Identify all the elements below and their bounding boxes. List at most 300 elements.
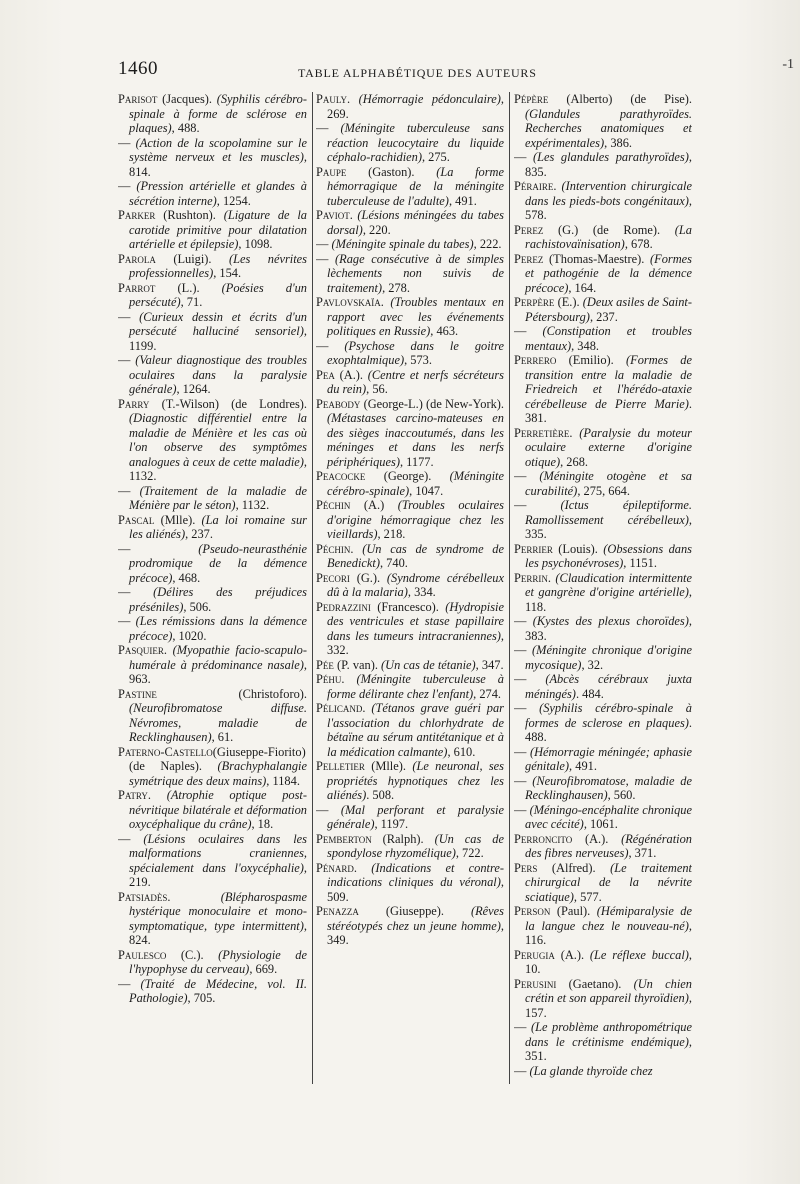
author-detail <box>130 832 143 846</box>
page-reference: , 1132. <box>235 498 270 512</box>
author-name: — <box>514 773 527 788</box>
author-detail <box>130 977 140 991</box>
work-title: (La glande thyroïde chez <box>529 1063 653 1078</box>
author-detail <box>328 339 344 353</box>
author-detail: . <box>569 425 580 440</box>
index-entry <box>514 672 692 701</box>
author-name: — <box>514 643 527 657</box>
work-title: (Méningite tuberculeuse sans réaction leucocytaire du liquide céphalo-rachidien) <box>327 121 504 164</box>
index-entry <box>514 1020 692 1064</box>
index-entry <box>514 150 692 179</box>
author-name: — <box>316 338 329 353</box>
page-reference: , 824. <box>129 918 307 947</box>
author-detail <box>130 484 139 498</box>
page-reference: , 506. <box>183 599 212 614</box>
author-detail <box>526 672 545 686</box>
author-name: Parrot <box>118 280 156 295</box>
work-title: (Les névrites professionnelles) <box>129 251 307 280</box>
author-detail: (A.). <box>572 831 622 846</box>
work-title: (Ictus épileptiforme. Ramollissement cérébelleux) <box>525 498 692 527</box>
page-reference: , 348. <box>571 338 599 353</box>
author-detail <box>526 324 542 338</box>
index-entry <box>316 658 504 673</box>
index-entry <box>118 687 307 745</box>
index-entry <box>514 832 692 861</box>
work-title: (Abcès cérébraux juxta méningés) <box>525 672 692 701</box>
index-entry <box>118 310 307 354</box>
author-name: Pedrazzini <box>316 599 371 614</box>
page-reference: , 218. <box>377 527 406 541</box>
running-title: TABLE ALPHABÉTIQUE DES AUTEURS <box>298 66 537 80</box>
index-column-1 <box>118 92 307 1092</box>
page-reference: , 237. <box>589 309 618 324</box>
author-detail: (Francesco). <box>370 599 446 614</box>
index-entry <box>316 759 504 803</box>
author-detail: . <box>349 208 358 222</box>
page-reference: , 275, 664. <box>577 483 630 498</box>
page-reference: , 963. <box>129 657 307 686</box>
author-name: — <box>118 483 131 498</box>
author-detail: (G.). <box>349 570 387 585</box>
page-number: 1460 <box>118 58 158 79</box>
index-entry <box>118 614 307 643</box>
index-entry <box>316 600 504 658</box>
index-entry <box>514 643 692 672</box>
author-detail <box>130 585 153 599</box>
author-name: — <box>514 150 527 164</box>
index-entry <box>514 701 692 745</box>
author-detail: . <box>353 860 372 875</box>
author-name: Pauly <box>316 92 347 106</box>
index-entry <box>316 672 504 701</box>
index-entry <box>316 92 504 121</box>
index-entry <box>514 614 692 643</box>
author-name: Pée <box>316 657 334 672</box>
author-detail: . <box>147 788 167 802</box>
work-title: (Physiologie de l'hypophyse du cerveau) <box>129 947 307 976</box>
index-entry <box>118 513 307 542</box>
index-entry <box>118 832 307 890</box>
index-entry <box>316 701 504 759</box>
page-reference: , 118. <box>525 585 692 614</box>
page-reference: , 275. <box>421 150 450 164</box>
author-index-columns <box>118 92 692 1172</box>
page-reference: . 508. <box>366 788 395 802</box>
page-reference: , 578. <box>525 193 692 222</box>
index-entry <box>316 861 504 905</box>
author-detail <box>526 701 539 715</box>
page-reference: , 347. <box>475 657 504 672</box>
author-name: Parker <box>118 208 156 222</box>
author-detail <box>130 542 198 556</box>
index-entry <box>514 252 692 296</box>
author-detail: (P. van). <box>333 657 382 672</box>
work-title: (Formes de transition entre la maladie de Friedreich et l'hérédo-ataxie cérébelleuse de Pierre Marie) <box>525 353 692 411</box>
work-title: (Deux asiles de Saint-Pétersbourg) <box>525 295 692 324</box>
index-entry <box>514 426 692 470</box>
page-reference: , 1132. <box>129 454 307 483</box>
work-title: (Atrophie optique post-névritique bilatérale et déformation oxycéphalique du crâne) <box>129 788 307 831</box>
work-title: (Lésions méningées du tabes dorsal) <box>327 208 504 237</box>
author-name: — <box>118 179 131 193</box>
author-detail: . <box>553 179 562 193</box>
page-reference: , 722. <box>455 846 484 860</box>
index-entry <box>118 353 307 397</box>
work-title: (Claudication intermittente et gangrène d'origine artérielle) <box>525 570 692 599</box>
page-reference: , 222. <box>473 237 502 251</box>
page-reference: , 32. <box>581 657 604 672</box>
author-name: Pépère <box>514 92 549 106</box>
index-entry <box>514 861 692 905</box>
author-name: Perrero <box>514 353 557 367</box>
author-name: Penazza <box>316 904 359 918</box>
work-title: (Brachyphalangie symétrique des deux mains) <box>129 759 307 788</box>
index-entry <box>118 585 307 614</box>
page-reference: . 381. <box>525 396 692 425</box>
author-name: Péchin <box>316 498 351 512</box>
index-entry <box>514 179 692 223</box>
work-title: (Métastases carcino-mateuses en des sièges inaccoutumés, dans les méninges et dans les nerfs périphériques) <box>327 411 504 469</box>
index-entry <box>118 788 307 832</box>
work-title: (Kystes des plexus choroïdes) <box>532 614 689 628</box>
work-title: (Poésies d'un persécuté) <box>129 280 307 309</box>
author-name: — <box>514 701 527 715</box>
author-detail: . <box>350 541 363 556</box>
index-entry <box>316 165 504 209</box>
author-detail <box>526 498 560 512</box>
author-name: — <box>118 309 131 324</box>
author-name: — <box>118 135 131 150</box>
work-title: (Psychose dans le goitre exophtalmique) <box>327 338 504 367</box>
page-reference: , 332. <box>327 628 504 657</box>
author-detail: (T.-Wilson) (de Londres). <box>149 396 307 411</box>
index-entry <box>118 208 307 252</box>
author-detail: . <box>547 570 556 585</box>
page-reference: , 491. <box>569 759 597 773</box>
author-detail: . <box>362 701 372 715</box>
page-reference: , 1047. <box>409 483 444 498</box>
index-entry <box>514 977 692 1021</box>
author-name: Perugia <box>514 947 555 962</box>
index-entry <box>514 904 692 948</box>
author-detail: . <box>347 92 359 106</box>
author-detail <box>328 121 340 135</box>
author-detail <box>130 310 139 324</box>
work-title: (Un chien crétin et son appareil thyroïdien) <box>525 976 692 1005</box>
author-name: — <box>118 353 131 367</box>
page-reference: , 269. <box>327 92 504 121</box>
author-detail: (George-L.) (de New-York). <box>360 396 504 411</box>
work-title: (Troubles mentaux en rapport avec les événements politiques en Russie) <box>327 295 504 338</box>
index-entry <box>316 208 504 237</box>
index-entry <box>316 397 504 470</box>
index-entry <box>316 832 504 861</box>
author-detail: (Ralph). <box>371 831 435 846</box>
author-name: — <box>316 251 329 266</box>
page-reference: , 573. <box>404 353 432 367</box>
author-detail: (A.). <box>334 367 368 382</box>
author-name: — <box>514 802 527 817</box>
index-entry <box>316 904 504 948</box>
author-name: Péraire <box>514 179 554 193</box>
index-entry <box>514 1064 692 1079</box>
author-detail: (L.). <box>155 280 222 295</box>
index-entry <box>514 542 692 571</box>
work-title: (Tétanos grave guéri par l'association du chlorhydrate de bétaïne au sérum antitétanique et à la médication calmante) <box>327 701 504 759</box>
author-detail: (Gaston). <box>346 164 437 179</box>
work-title: (Blépharospasme hystérique monoculaire et mono-symptomatique, type intermittent) <box>129 889 307 933</box>
work-title: (Hémorragie pédonculaire) <box>358 92 501 106</box>
index-column-3 <box>514 92 692 1092</box>
author-name: Pea <box>316 367 335 382</box>
index-entry <box>118 397 307 484</box>
author-name: Pecori <box>316 570 350 585</box>
author-name: Parola <box>118 251 156 266</box>
author-detail: (Emilio). <box>556 353 627 367</box>
author-detail: (Alberto) (de Pise). <box>548 92 692 106</box>
author-name: — <box>316 802 329 817</box>
page-reference: , 468. <box>172 570 201 585</box>
page-header <box>118 58 692 82</box>
work-title: (Rêves stéréotypés chez un jeune homme) <box>327 904 504 933</box>
index-entry <box>316 252 504 296</box>
author-detail <box>328 803 340 817</box>
work-title: (Obsessions dans les psychonévroses) <box>525 541 692 570</box>
page-reference: , 351. <box>525 1034 692 1063</box>
index-entry <box>316 237 504 252</box>
index-entry <box>118 745 307 789</box>
author-name: — <box>514 672 527 686</box>
page-reference: , 71. <box>180 295 203 309</box>
page-reference: , 349. <box>327 918 504 947</box>
page-reference: , 219. <box>129 860 307 889</box>
page-reference: , 705. <box>187 991 216 1005</box>
author-detail: . <box>341 672 357 686</box>
page-reference: , 10. <box>525 947 692 976</box>
author-detail: (Jacques). <box>157 92 217 106</box>
work-title: (Syphilis cérébro-spinale à formes de sclerose en plaques) <box>525 701 692 730</box>
author-detail: (A.). <box>554 947 590 962</box>
index-entry <box>118 948 307 977</box>
index-entry <box>514 774 692 803</box>
page-reference: , 116. <box>525 918 692 947</box>
page-reference: , 1098. <box>238 237 273 251</box>
index-entry <box>118 643 307 687</box>
page-reference: , 1020. <box>172 628 207 643</box>
index-entry <box>316 368 504 397</box>
author-detail: (E.). <box>554 295 583 309</box>
page-reference: , 334. <box>407 585 436 599</box>
page-reference: , 157. <box>525 991 692 1020</box>
index-entry <box>118 977 307 1006</box>
work-title: (Pression artérielle et glandes à sécrétion interne) <box>129 179 307 208</box>
page-reference: , 237. <box>185 527 213 541</box>
work-title: (Syndrome cérébelleux dû à la malaria) <box>327 570 504 599</box>
work-title: (Curieux dessin et écrits d'un persécuté halluciné sensoriel) <box>129 309 307 338</box>
page-reference: , 835. <box>525 150 692 179</box>
page-reference: , 463. <box>430 324 459 338</box>
work-title: (Le réflexe buccal) <box>589 947 689 962</box>
work-title: (Hydropisie des ventricules et stase papillaire dans les tumeurs intracraniennes) <box>327 599 504 643</box>
work-title: (Méningite spinale du tabes) <box>331 237 474 251</box>
author-name: Pastine <box>118 686 157 701</box>
index-entry <box>514 295 692 324</box>
work-title: (Le problème anthropométrique dans le crétinisme endémique) <box>525 1020 692 1049</box>
author-name: Peacocke <box>316 469 366 483</box>
work-title: (Indications et contre-indications cliniques du véronal) <box>327 860 504 889</box>
index-entry <box>514 92 692 150</box>
author-name: Paviot <box>316 208 350 222</box>
author-name: — <box>118 976 131 991</box>
page-reference: , 669. <box>249 962 278 976</box>
index-entry <box>514 353 692 426</box>
author-name: Perrier <box>514 541 553 556</box>
work-title: (Ligature de la carotide primitive pour dilatation artérielle et épilepsie) <box>129 208 307 251</box>
author-name: Perez <box>514 222 544 237</box>
index-entry <box>118 136 307 180</box>
work-title: (Régénération des fibres nerveuses) <box>525 831 692 860</box>
work-title: (Les rémissions dans la démence précoce) <box>129 614 307 643</box>
author-name: Person <box>514 904 551 918</box>
index-entry <box>316 571 504 600</box>
page-reference: , 56. <box>366 382 388 396</box>
index-entry <box>514 948 692 977</box>
author-detail: (Giuseppe). <box>358 904 471 918</box>
work-title: (Le neuronal, ses propriétés hypnotiques chez les aliénés) <box>327 759 504 802</box>
edge-mark: -1 <box>782 57 794 72</box>
author-name: — <box>316 121 329 135</box>
page-reference: , 164. <box>568 280 597 295</box>
index-entry <box>514 571 692 615</box>
work-title: (Mal perforant et paralysie générale) <box>327 802 504 831</box>
author-detail: (Louis). <box>552 541 604 556</box>
index-entry <box>316 803 504 832</box>
author-detail: (Thomas-Maestre). <box>543 251 651 266</box>
index-entry <box>118 92 307 136</box>
work-title: (La rachistovaïnisation) <box>525 222 692 251</box>
author-name: — <box>514 1063 527 1078</box>
work-title: (Les glandules parathyroïdes) <box>532 150 689 164</box>
page-reference: , 335. <box>525 512 692 541</box>
page-reference: , 383. <box>525 614 692 643</box>
page-reference: , 1151. <box>623 556 657 570</box>
index-entry <box>316 498 504 542</box>
index-entry <box>118 252 307 281</box>
author-name: Paterno-Castello <box>118 744 213 759</box>
column-divider <box>312 92 313 1084</box>
page-reference: , 740. <box>379 556 408 570</box>
index-entry <box>118 542 307 586</box>
author-detail: (Christoforo). <box>156 686 307 701</box>
work-title: (Hémiparalysie de la langue chez le nouveau-né) <box>525 904 692 933</box>
author-name: Pénard <box>316 860 354 875</box>
author-name: Parry <box>118 396 150 411</box>
work-title: (Un cas de tétanie) <box>381 657 476 672</box>
work-title: (Formes et pathogénie de la démence précoce) <box>525 251 692 295</box>
work-title: (Syphilis cérébro-spinale à forme de sclérose en plaques) <box>129 92 307 135</box>
author-name: Paulesco <box>118 947 167 962</box>
author-name: Parisot <box>118 92 158 106</box>
page-reference: , 278. <box>382 280 410 295</box>
page-reference: , 1264. <box>176 382 211 396</box>
author-name: — <box>514 614 527 628</box>
index-entry <box>316 542 504 571</box>
work-title: (Constipation et troubles mentaux) <box>525 324 692 353</box>
page-reference: , 488. <box>171 121 200 135</box>
column-divider <box>509 92 510 1084</box>
author-name: — <box>514 324 527 338</box>
index-entry <box>514 745 692 774</box>
work-title: (Traité de Médecine, vol. II. Pathologie) <box>129 976 307 1005</box>
index-entry <box>118 484 307 513</box>
author-name: — <box>118 541 131 556</box>
page-reference: , 509. <box>327 875 504 904</box>
author-name: Perpère <box>514 295 555 309</box>
work-title: (La loi romaine sur les aliénés) <box>129 512 307 541</box>
work-title: (Neurofibromatose diffuse. Névromes, maladie de Recklinghausen) <box>129 701 307 744</box>
page-reference: , 678. <box>624 237 653 251</box>
work-title: (Un cas de syndrome de Benedickt) <box>327 541 504 570</box>
work-title: (Paralysie du moteur oculaire externe d'origine otique) <box>525 425 692 469</box>
author-name: Pavlovskaïa <box>316 295 381 309</box>
page-reference: . 488. <box>525 715 692 744</box>
author-detail: (A.) <box>350 498 398 512</box>
page-reference: , 1197. <box>374 817 409 831</box>
index-entry <box>316 339 504 368</box>
author-detail <box>526 150 533 164</box>
page-reference: , 1177. <box>399 454 434 469</box>
page-reference: , 371. <box>628 846 657 860</box>
author-name: — <box>514 1020 527 1034</box>
index-entry <box>514 324 692 353</box>
page-reference: , 1254. <box>216 193 251 208</box>
author-name: — <box>118 614 131 628</box>
author-detail: (Mlle). <box>154 512 202 527</box>
work-title: (Méningite otogène et sa curabilité) <box>525 469 692 498</box>
page-reference: , 220. <box>362 222 391 237</box>
author-detail: (Mlle). <box>364 759 413 773</box>
author-name: — <box>316 237 329 251</box>
author-detail <box>526 469 539 483</box>
author-name: Patsiadès <box>118 889 168 904</box>
index-entry <box>118 890 307 948</box>
author-name: Perusini <box>514 976 557 991</box>
author-name: Pasquier <box>118 643 164 657</box>
author-name: Péhu <box>316 672 342 686</box>
index-entry <box>316 121 504 165</box>
page-reference: , 560. <box>607 788 636 802</box>
work-title: (Diagnostic différentiel entre la maladie de Ménière et les cas où l'on observe des symptômes analogues à ceux de cette maladie) <box>129 411 307 469</box>
index-entry <box>514 803 692 832</box>
work-title: (Troubles oculaires d'origine hémorragique chez les vieillards) <box>327 498 504 541</box>
author-name: Perroncito <box>514 831 573 846</box>
author-name: — <box>118 585 131 599</box>
author-detail: (Giuseppe-Fiorito) (de Naples). <box>129 744 306 773</box>
work-title: (Le traitement chirurgical de la névrite sciatique) <box>525 860 692 904</box>
index-entry <box>514 223 692 252</box>
author-detail: (Luigi). <box>155 251 229 266</box>
author-name: Pélicand <box>316 701 363 715</box>
author-name: Péchin <box>316 541 351 556</box>
author-name: Pascal <box>118 512 155 527</box>
page-reference: , 61. <box>211 730 234 744</box>
page-reference: , 154. <box>213 266 242 280</box>
work-title: (Méningo-encéphalite chronique avec cécité) <box>525 802 692 831</box>
author-detail: (C.). <box>166 947 219 962</box>
author-name: Peabody <box>316 396 361 411</box>
work-title: (Action de la scopolamine sur le système nerveux et les muscles) <box>129 135 307 164</box>
author-name: Perrin <box>514 570 548 585</box>
